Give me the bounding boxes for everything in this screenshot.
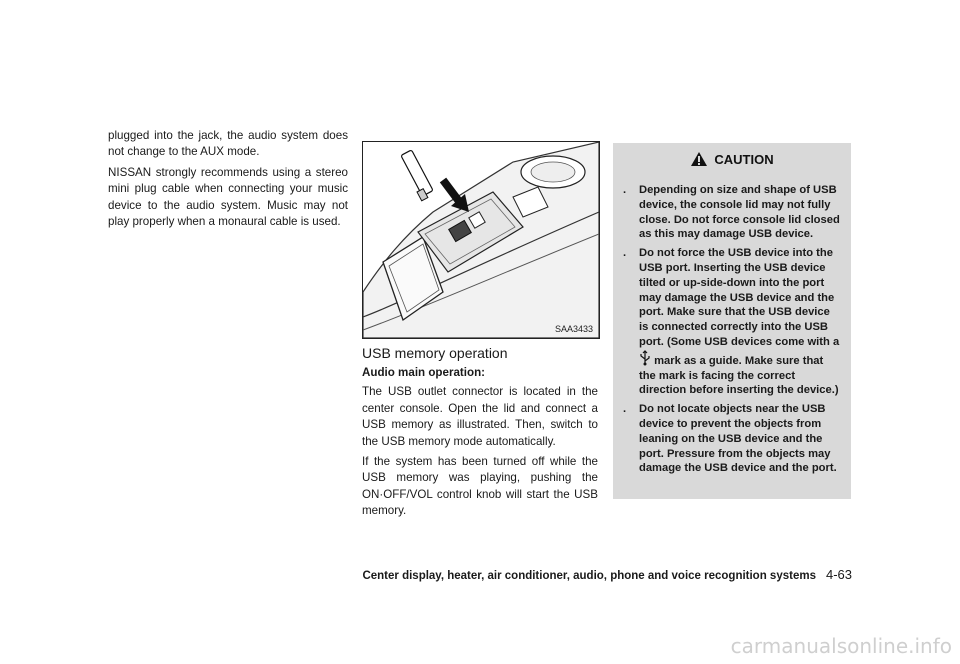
console-usb-drawing (363, 142, 599, 338)
left-column-text (108, 128, 348, 234)
caution-item-text: Do not force the USB device into the USB port. Inserting the USB device tilted or up-side-down into the port may damage the USB device and the port. Make sure that the USB device is connected correctly into the USB port. (Some USB devices come with a (639, 247, 840, 348)
caution-item-text-cont: mark as a guide. Make sure that the mark is facing the correct direction before inserting the device.) (639, 354, 839, 397)
usb-resume-paragraph: If the system has been turned off while the USB memory was playing, pushing the ON·OFF/VOL control knob will start the USB memory. (362, 455, 598, 518)
usb-symbol-icon (639, 350, 651, 366)
caution-item-text: Do not locate objects near the USB device to prevent the objects from leaning on the USB device and the port. Pressure from the objects may damage the USB device and the port. (639, 403, 837, 475)
caution-box (613, 143, 851, 499)
warning-triangle-icon (690, 151, 708, 167)
caution-list (623, 183, 841, 480)
bullet: . (623, 247, 627, 260)
caution-item-lid (623, 183, 841, 242)
caution-item-text: Depending on size and shape of USB device, the console lid may not fully close. Do not force console lid closed as this may damage USB device. (639, 184, 840, 241)
usb-illustration (362, 141, 600, 339)
page-number: 4-63 (825, 567, 852, 582)
caution-title: CAUTION (714, 152, 774, 167)
caution-heading (613, 151, 851, 169)
footer-section-title: Center display, heater, air conditioner, audio, phone and voice recognition systems (362, 570, 816, 582)
figure-label: SAA3433 (554, 324, 593, 334)
caution-item-force (623, 246, 841, 398)
audio-main-operation-subheading: Audio main operation: (362, 366, 486, 379)
usb-connector-paragraph: The USB outlet connector is located in the center console. Open the lid and connect a USB memory as illustrated. Then, switch to the USB memory mode automatically. (362, 385, 598, 448)
caution-item-objects (623, 402, 841, 476)
stereo-cable-paragraph: NISSAN strongly recommends using a stereo mini plug cable when connecting your music device to the audio system. Music may not play properly when a monaural cable is used. (108, 165, 348, 229)
watermark: carmanualsonline.info (730, 634, 952, 658)
aux-paragraph: plugged into the jack, the audio system does not change to the AUX mode. (108, 129, 348, 159)
usb-section (362, 343, 598, 524)
usb-section-heading: USB memory operation (362, 345, 508, 361)
bullet: . (623, 403, 627, 416)
bullet: . (623, 184, 627, 196)
page-footer (362, 567, 852, 584)
